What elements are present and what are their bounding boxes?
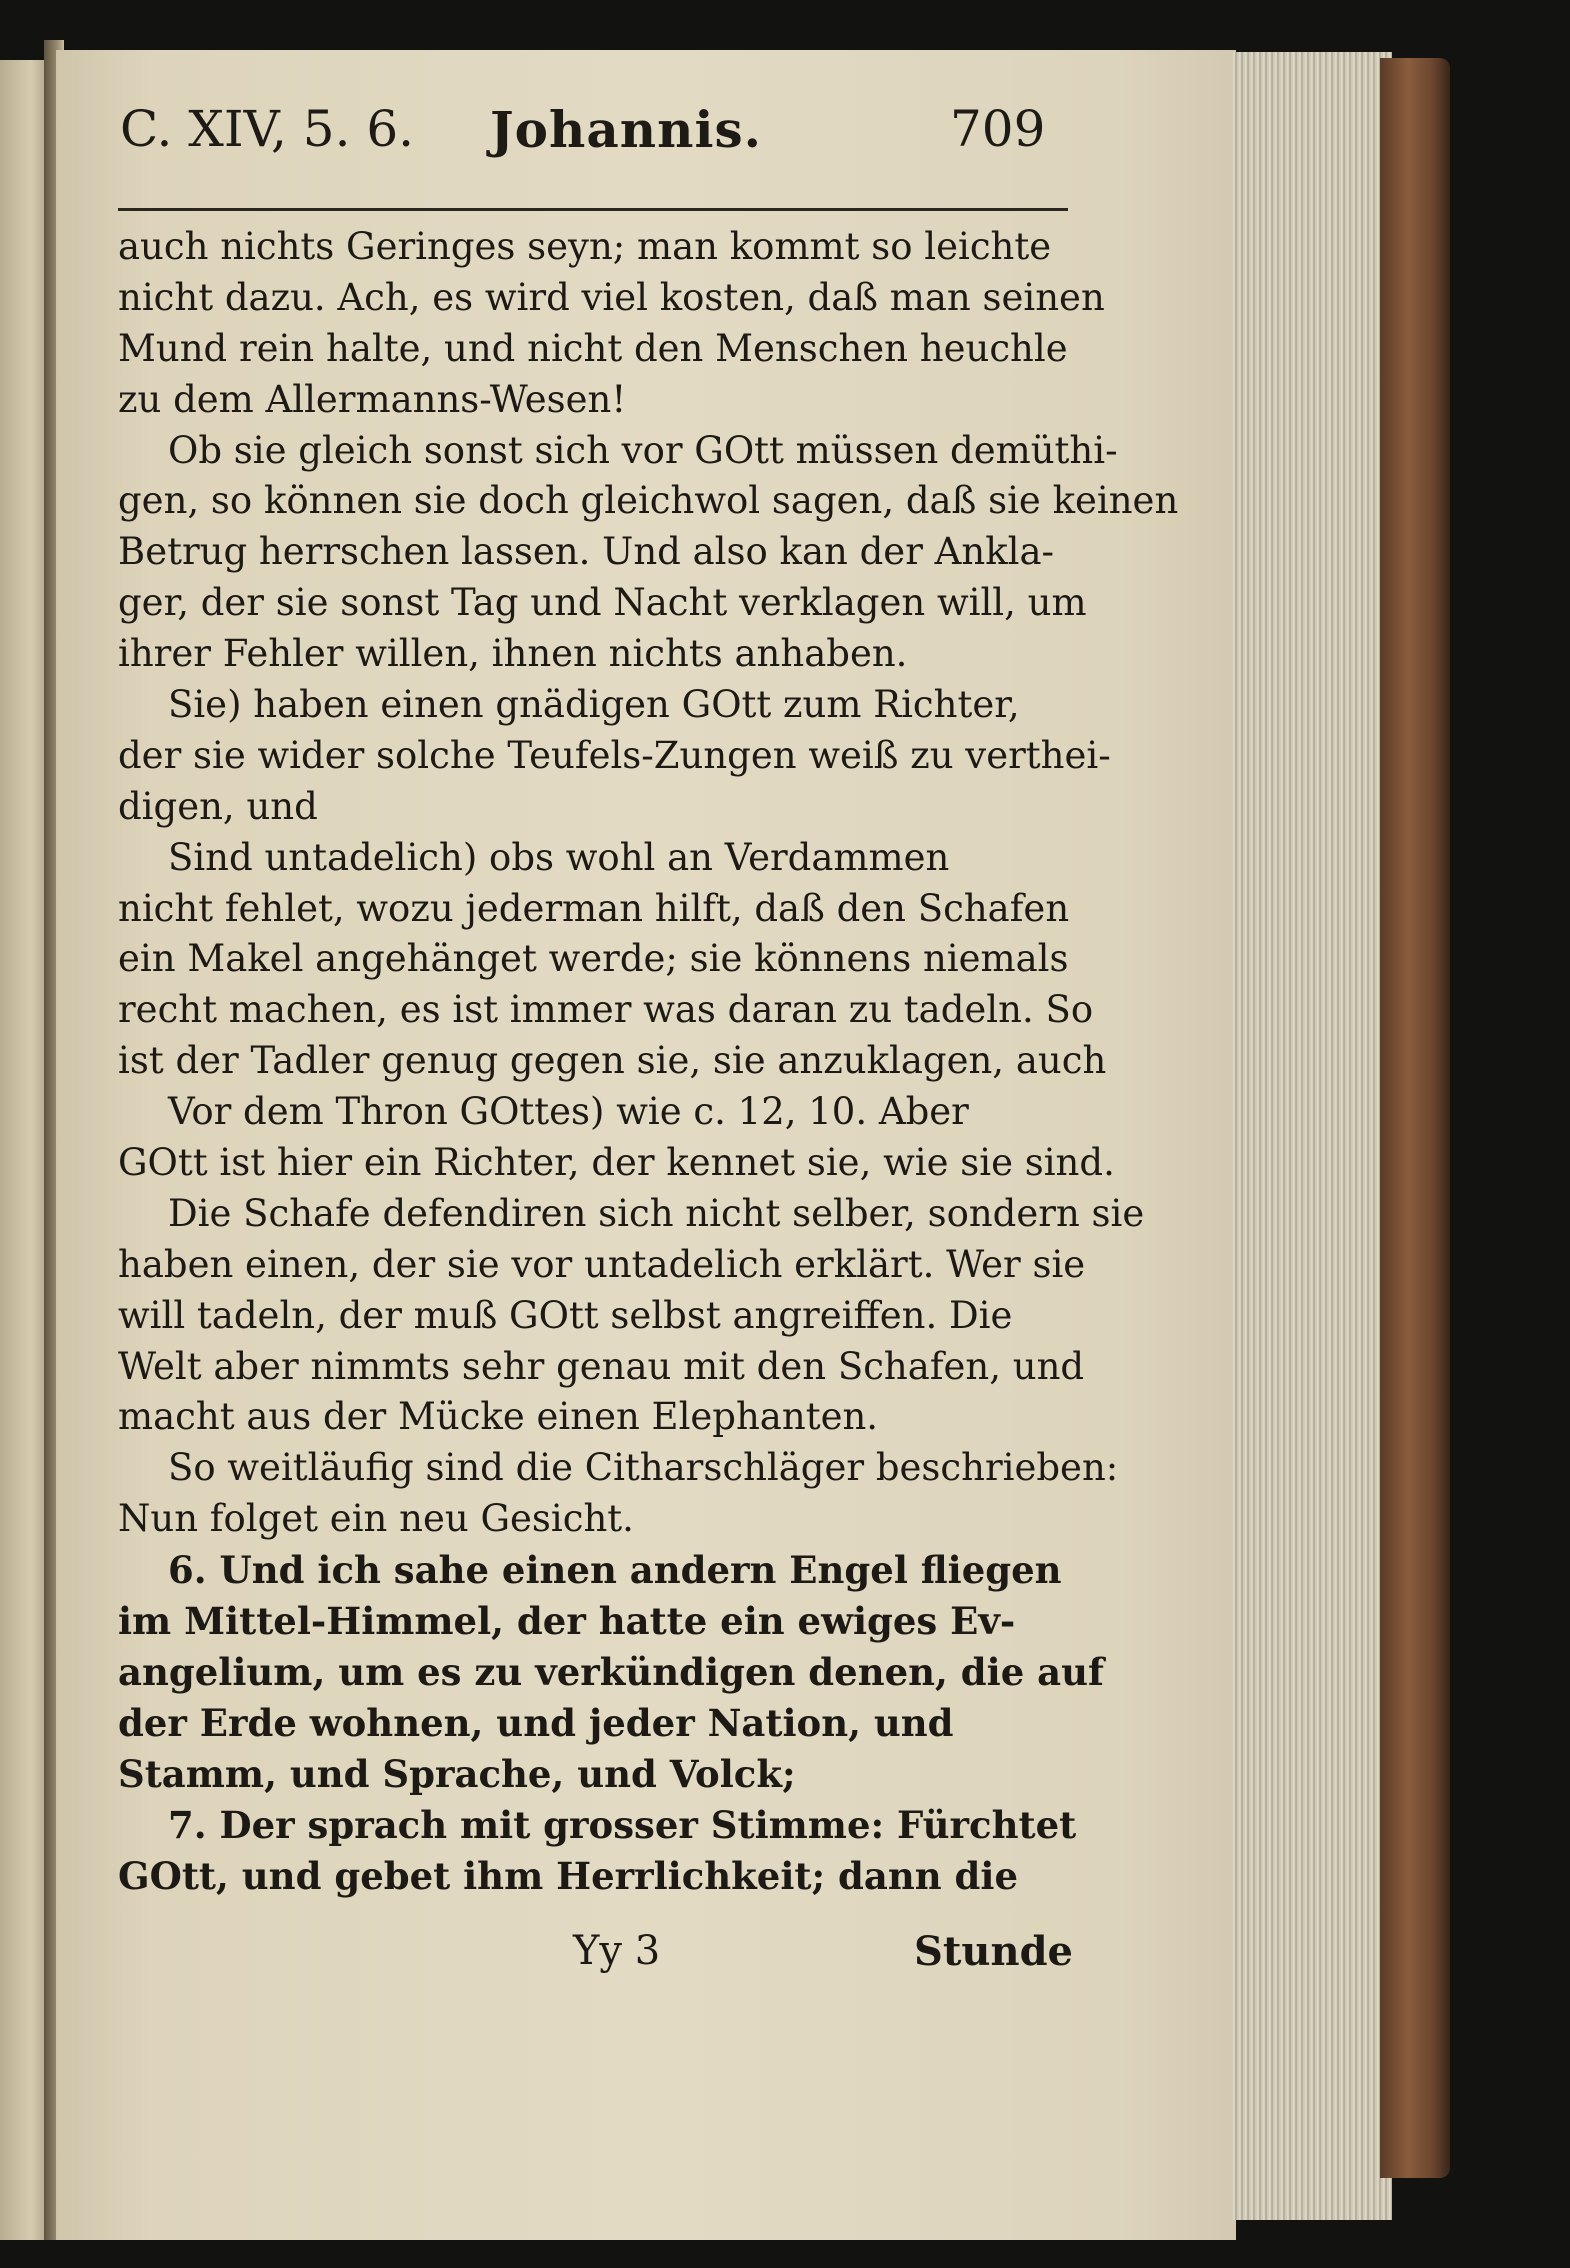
page-footer <box>118 1928 1073 1983</box>
text-line: Vor dem Thron GOttes) wie c. 12, 10. Aber <box>168 1090 969 1134</box>
text-line: gen, so können sie doch gleichwol sagen, daß sie keinen <box>118 479 1179 523</box>
text-line: ger, der sie sonst Tag und Nacht verklagen will, um <box>118 581 1087 625</box>
text-line: der Erde wohnen, und jeder Nation, und <box>118 1700 954 1745</box>
catchword: Stunde <box>914 1928 1073 1975</box>
text-line: macht aus der Mücke einen Elephanten. <box>118 1395 879 1439</box>
text-line: haben einen, der sie vor untadelich erklärt. Wer sie <box>118 1242 1086 1286</box>
text-line: zu dem Allermanns-Wesen! <box>118 377 627 421</box>
text-line: Sie) haben einen gnädigen GOtt zum Richter, <box>168 683 1020 727</box>
text-line: Mund rein halte, und nicht den Menschen heuchle <box>118 326 1068 370</box>
text-line: ihrer Fehler willen, ihnen nichts anhaben. <box>118 632 908 676</box>
text-line: Stamm, und Sprache, und Volck; <box>118 1751 796 1796</box>
running-header <box>70 100 1070 190</box>
text-line: der sie wider solche Teufels-Zungen weiß zu verthei- <box>118 733 1111 777</box>
book-title: Johannis. <box>490 100 763 159</box>
text-line: GOtt ist hier ein Richter, der kennet sie, wie sie sind. <box>118 1141 1115 1185</box>
text-line: im Mittel-Himmel, der hatte ein ewiges Ev- <box>118 1599 1016 1644</box>
text-line: GOtt, und gebet ihm Herrlichkeit; dann die <box>118 1853 1018 1898</box>
text-line: Betrug herrschen lassen. Und also kan der Ankla- <box>118 530 1055 574</box>
body-text <box>118 222 1179 1901</box>
book-cover <box>1380 58 1450 2178</box>
text-line: auch nichts Geringes seyn; man kommt so leichte <box>118 225 1052 268</box>
text-line: Nun folget ein neu Gesicht. <box>118 1497 634 1541</box>
page-number: 709 <box>950 100 1046 158</box>
chapter-reference: C. XIV, 5. 6. <box>120 100 415 158</box>
page-edges <box>1232 52 1392 2220</box>
text-line: Ob sie gleich sonst sich vor GOtt müssen demüthi- <box>168 428 1118 472</box>
text-line: ist der Tadler genug gegen sie, sie anzuklagen, auch <box>118 1039 1107 1083</box>
text-line: 6. Und ich sahe einen andern Engel fliegen <box>168 1548 1062 1593</box>
text-line: Die Schafe defendiren sich nicht selber, sondern sie <box>168 1191 1145 1235</box>
header-rule <box>118 208 1068 211</box>
text-line: nicht fehlet, wozu jederman hilft, daß den Schafen <box>118 886 1070 930</box>
text-line: digen, und <box>118 784 318 828</box>
text-line: will tadeln, der muß GOtt selbst angreiffen. Die <box>118 1293 1013 1337</box>
text-line: recht machen, es ist immer was daran zu tadeln. So <box>118 988 1094 1032</box>
text-line: nicht dazu. Ach, es wird viel kosten, daß man seinen <box>118 275 1105 319</box>
text-line: 7. Der sprach mit grosser Stimme: Fürchtet <box>168 1802 1077 1847</box>
signature-mark: Yy 3 <box>573 1928 661 1974</box>
text-line: ein Makel angehänget werde; sie könnens niemals <box>118 937 1069 981</box>
text-line: Sind untadelich) obs wohl an Verdammen <box>168 835 950 879</box>
text-line: Welt aber nimmts sehr genau mit den Schafen, und <box>118 1344 1085 1388</box>
text-line: angelium, um es zu verkündigen denen, die auf <box>118 1649 1104 1694</box>
text-line: So weitläufig sind die Citharschläger beschrieben: <box>168 1446 1119 1490</box>
